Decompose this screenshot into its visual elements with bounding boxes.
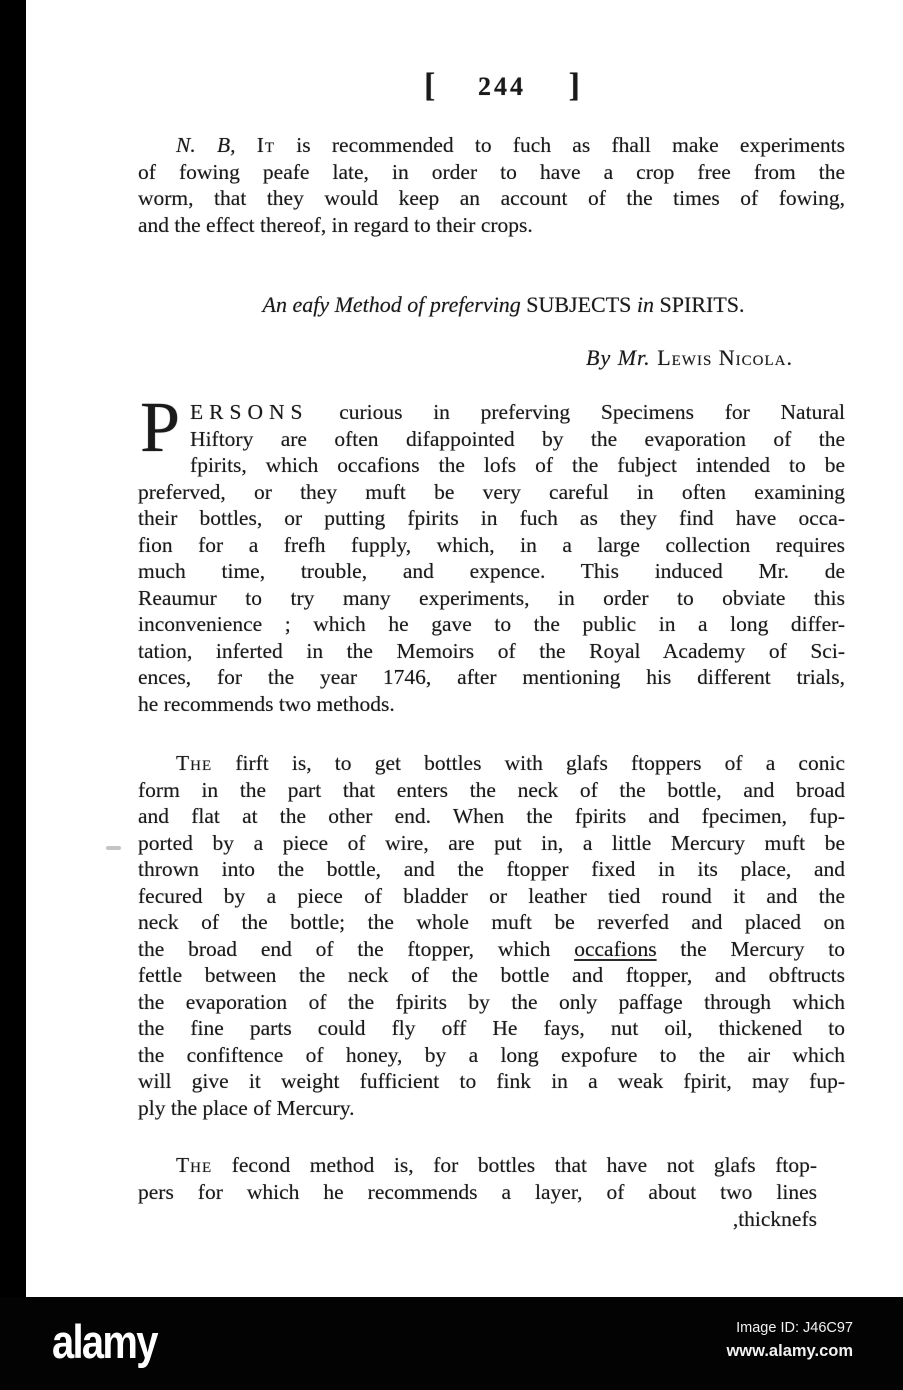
text-line: fecured by a piece of bladder or leather tied round it and the: [138, 883, 845, 908]
watermark-meta: [726, 1317, 853, 1363]
text-line: The firft is, to get bottles with glafs ftoppers of a conic: [176, 751, 845, 775]
text-line: preferved, or they muft be very careful in often examining: [138, 479, 845, 504]
article-title: An eafy Method of preferving SUBJECTS in SPIRITS.: [262, 292, 745, 317]
text-line: of fowing peafe late, in order to have a crop free from the: [138, 159, 845, 184]
watermark-footer-bar: [0, 1297, 903, 1390]
text-line: pers for which he recommends a layer, of about two lines: [138, 1179, 817, 1204]
text-line: ply the place of Mercury.: [138, 1095, 355, 1120]
text-line: thrown into the bottle, and the ftopper fixed in its place, and: [138, 857, 845, 881]
text-line: the fine parts could fly off He fays, nut oil, thickened to: [138, 1016, 845, 1040]
text-line: and flat at the other end. When the fpirits and fpecimen, fup-: [138, 804, 845, 828]
text-line: N. B, It is recommended to fuch as fhall make experiments: [176, 133, 845, 157]
byline-text: By Mr. Lewis Nicola.: [586, 345, 793, 370]
text-line: the broad end of the ftopper, which occafions the Mercury to: [138, 936, 845, 961]
nota-bene-paragraph: [138, 132, 845, 238]
drop-cap: P: [140, 387, 181, 467]
text-line: and the effect thereof, in regard to their crops.: [138, 212, 533, 237]
second-method-paragraph: [138, 1152, 817, 1205]
image-id-text: Image ID: J46C97: [736, 1320, 853, 1336]
text-line: form in the part that enters the neck of the bottle, and broad: [138, 777, 845, 802]
text-line: neck of the bottle; the whole muft be reverfed and placed on: [138, 910, 845, 934]
text-line: Hiftory are often difappointed by the evaporation of the: [190, 426, 845, 451]
scan-stray-mark: [106, 846, 121, 850]
page-number-bracket-right: ]: [568, 67, 580, 104]
text-line: tation, inferted in the Memoirs of the Royal Academy of Sci-: [138, 638, 845, 663]
text-line: will give it weight fufficient to fink in a weak fpirit, may fup-: [138, 1069, 845, 1093]
alamy-url-text: www.alamy.com: [726, 1342, 853, 1360]
byline: [138, 344, 845, 372]
text-line: Reaumur to try many experiments, in order to obviate this: [138, 585, 845, 610]
watermark-left-bar: [0, 0, 26, 1390]
text-line: ported by a piece of wire, are put in, a little Mercury muft be: [138, 830, 845, 855]
text-line: inconvenience ; which he gave to the public in a long differ-: [138, 612, 845, 636]
first-method-paragraph: [138, 750, 845, 1121]
text-line: ERSONS curious in preferving Specimens for Natural: [190, 400, 845, 424]
text-line: he recommends two methods.: [138, 691, 395, 716]
text-line: fion for a frefh fupply, which, in a large collection requires: [138, 532, 845, 557]
text-line: the evaporation of the fpirits by the only paffage through which: [138, 989, 845, 1014]
page-number-bracket-left: [: [424, 67, 436, 104]
catchword: ,thicknefs: [732, 1207, 817, 1231]
page-number: [424, 68, 580, 106]
persons-paragraph: [138, 387, 845, 717]
text-line: The fecond method is, for bottles that have not glafs ftop-: [176, 1153, 817, 1177]
alamy-logo: alamy: [52, 1315, 157, 1368]
text-line: their bottles, or putting fpirits in fuch as they find have occa-: [138, 506, 845, 530]
page-number-value: 244: [478, 72, 526, 101]
text-line: fettle between the neck of the bottle and ftopper, and obftructs: [138, 963, 845, 987]
text-line: fpirits, which occafions the lofs of the fubject intended to be: [190, 453, 845, 477]
text-line: worm, that they would keep an account of the times of fowing,: [138, 186, 845, 210]
text-line: much time, trouble, and expence. This induced Mr. de: [138, 559, 845, 583]
text-line: the confiftence of honey, by a long expofure to the air which: [138, 1042, 845, 1067]
text-line: ences, for the year 1746, after mentioning his different trials,: [138, 665, 845, 689]
